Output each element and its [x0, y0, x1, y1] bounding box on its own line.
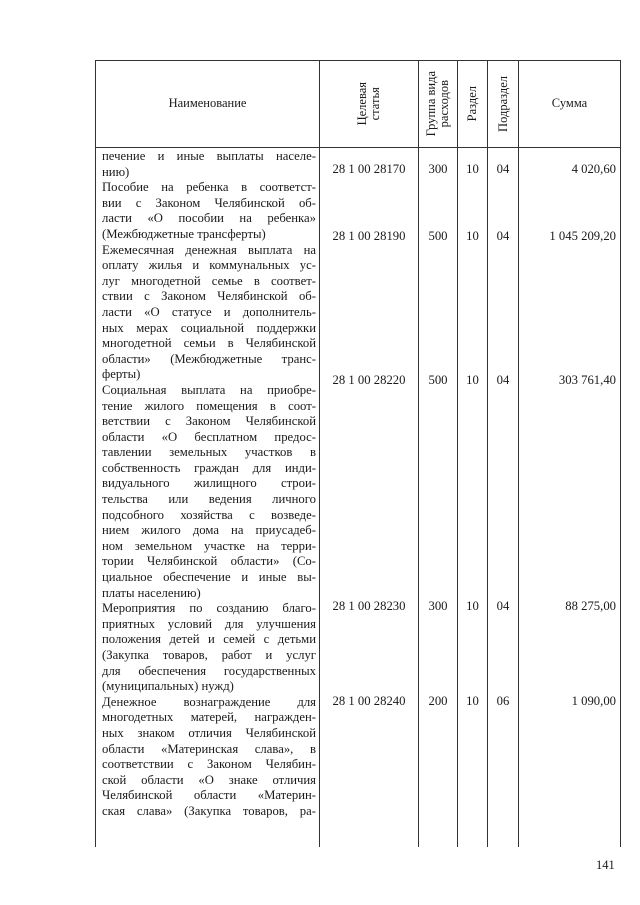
cell-section: 10 — [466, 373, 479, 387]
col-border-1 — [319, 60, 320, 847]
header-expense-group-cell — [419, 61, 457, 147]
header-subsection-cell — [488, 61, 518, 147]
name-line: (муниципальных) нужд) — [102, 679, 234, 694]
cell-subsection: 04 — [496, 229, 510, 243]
name-line: (Закупка товаров, работ и услуг — [102, 648, 316, 662]
page-number: 141 — [596, 858, 615, 872]
col-border-4 — [487, 60, 488, 847]
cell-sum: 303 761,40 — [558, 373, 616, 387]
cell-article: 28 1 00 28220 — [332, 373, 406, 387]
header-bottom-border — [95, 147, 621, 148]
name-line: приятных условий для улучшения — [102, 616, 316, 631]
name-line: ферты) — [102, 367, 141, 382]
name-line: соответствии с Законом Челябин- — [102, 757, 316, 772]
name-line: тельства или ведения личного — [102, 492, 316, 507]
name-line: платы населению) — [102, 585, 201, 600]
col-border-right — [620, 60, 621, 847]
name-line: подсобного хозяйства с возведе- — [102, 507, 316, 522]
col-border-3 — [457, 60, 458, 847]
name-line: видуального жилищного строи- — [102, 476, 316, 491]
cell-section: 10 — [466, 694, 479, 708]
cell-sum: 1 045 209,20 — [549, 229, 616, 243]
header-section: Раздел — [465, 86, 479, 122]
cell-sum: 4 020,60 — [571, 162, 616, 176]
name-line: нию) — [102, 164, 130, 179]
name-line: оплату жилья и коммунальных ус- — [102, 258, 316, 273]
name-line: печение и иные выплаты населе- — [102, 149, 316, 163]
name-line: тории Челябинской области» (Со- — [102, 554, 316, 569]
name-line: Социальная выплата на приобре- — [102, 382, 316, 397]
cell-group: 200 — [428, 694, 448, 708]
cell-article: 28 1 00 28240 — [332, 694, 406, 708]
name-line: тение жилого помещения в соот- — [102, 398, 316, 413]
cell-article: 28 1 00 28190 — [332, 229, 406, 243]
name-line: области» (Межбюджетные транс- — [102, 351, 316, 366]
name-line: ласти «О статусе и дополнитель- — [102, 304, 316, 319]
col-border-5 — [518, 60, 519, 847]
name-line: многодетных матерей, награжден- — [102, 710, 316, 725]
name-line: вии с Законом Челябинской об- — [102, 195, 316, 210]
name-line: тавлении земельных участков в — [102, 445, 316, 460]
name-line: ствии с Законом Челябинской об- — [102, 289, 316, 304]
name-line: положения детей и семей с детьми — [102, 632, 316, 647]
cell-article: 28 1 00 28230 — [332, 599, 406, 613]
col-border-left — [95, 60, 96, 847]
cell-subsection: 04 — [496, 162, 510, 176]
name-line: области «Материнская слава», в — [102, 741, 316, 756]
header-name: Наименование — [168, 96, 247, 110]
header-target-article: Целевая статья — [355, 82, 382, 126]
header-target-article-cell — [320, 61, 418, 147]
header-sum: Сумма — [551, 96, 588, 110]
cell-group: 500 — [428, 373, 448, 387]
name-line: нием жилого дома на приусадеб- — [102, 523, 316, 538]
col-border-2 — [418, 60, 419, 847]
name-line: Ежемесячная денежная выплата на — [102, 242, 316, 257]
header-subsection: Подраздел — [495, 76, 510, 132]
name-line: ская слава» (Закупка товаров, ра- — [102, 803, 316, 818]
cell-article: 28 1 00 28170 — [332, 162, 406, 176]
cell-subsection: 06 — [496, 694, 510, 708]
cell-sum: 1 090,00 — [571, 694, 616, 708]
header-expense-group: Группа вида расходов — [424, 71, 451, 137]
name-column — [102, 149, 316, 820]
name-line: для обеспечения государственных — [102, 663, 316, 678]
name-line: ных мерах социальной поддержки — [102, 320, 316, 335]
name-line: циальное обеспечение и иные вы- — [102, 570, 316, 585]
cell-group: 300 — [428, 599, 448, 613]
name-line: многодетной семьи в Челябинской — [102, 336, 316, 351]
name-line: Денежное вознаграждение для — [102, 694, 316, 709]
cell-group: 500 — [428, 229, 448, 243]
name-line: ном земельном участке на терри- — [102, 538, 316, 553]
name-line: (Межбюджетные трансферты) — [102, 226, 266, 241]
name-line: луг многодетной семье в соответ- — [102, 273, 316, 288]
name-line: ской области «О знаке отличия — [102, 772, 316, 787]
cell-section: 10 — [466, 599, 479, 613]
cell-sum: 88 275,00 — [565, 599, 616, 613]
name-line: Пособие на ребенка в соответст- — [102, 180, 316, 195]
cell-section: 10 — [466, 162, 479, 176]
name-line: области «О бесплатном предос- — [102, 429, 316, 444]
name-line: ных знаком отличия Челябинской — [102, 725, 316, 740]
name-line: Мероприятия по созданию благо- — [102, 601, 316, 616]
name-line: собственность граждан для инди- — [102, 460, 316, 475]
name-line: Челябинской области «Материн- — [102, 788, 316, 803]
cell-section: 10 — [466, 229, 479, 243]
header-section-cell — [458, 61, 487, 147]
cell-subsection: 04 — [496, 599, 510, 613]
name-line: ласти «О пособии на ребенка» — [102, 211, 316, 226]
name-line: ветствии с Законом Челябинской — [102, 414, 316, 429]
cell-group: 300 — [428, 162, 448, 176]
cell-subsection: 04 — [496, 373, 510, 387]
